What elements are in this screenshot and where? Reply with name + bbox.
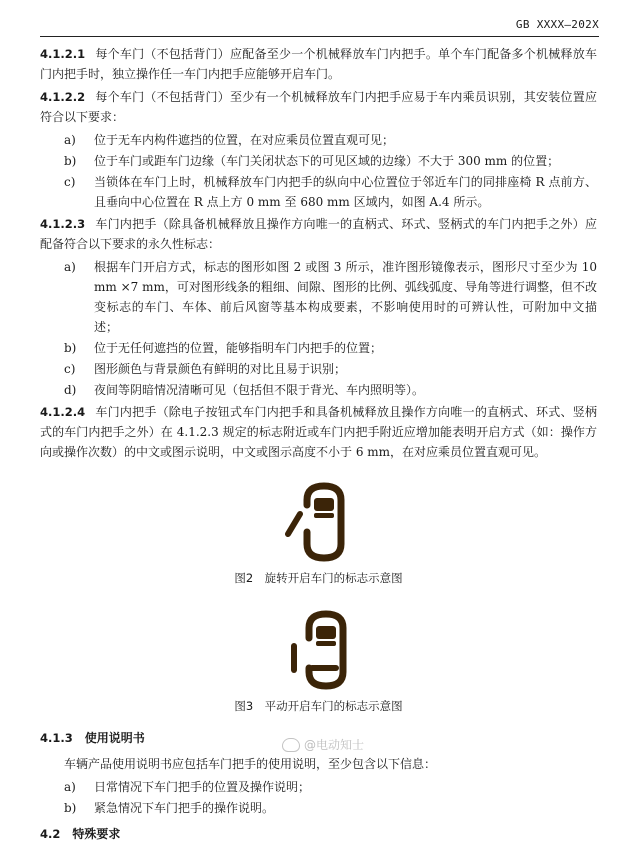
list-item — [40, 359, 597, 379]
list-text: 根据车门开启方式，标志的图形如图 2 或图 3 所示，准许图形镜像表示，图形尺寸至少为 10 mm ×7 mm，可对图形线条的粗细、间隙、图形的比例、弧线弧度、导角等进行调整，但不改变标志的车门、车体、前后风窗等基本构成要素，不影响使用时的可辨认性，可附加中文描述； — [94, 260, 597, 334]
list-label: c) — [64, 175, 76, 189]
section-number: 4.2 — [40, 827, 61, 841]
list-label: a) — [64, 133, 76, 147]
weibo-icon — [282, 738, 300, 752]
clause-number: 4.1.2.1 — [40, 47, 86, 61]
list-label: b) — [64, 801, 77, 815]
list-text: 夜间等阴暗情况清晰可见（包括但不限于背光、车内照明等）。 — [94, 383, 425, 397]
figure-caption: 图2 旋转开启车门的标志示意图 — [234, 571, 403, 585]
section-4-1-3-list — [40, 777, 597, 818]
clause-text: 每个车门（不包括背门）至少有一个机械释放车门内把手应易于车内乘员识别，其安装位置应符合以下要求： — [40, 90, 597, 124]
list-text: 紧急情况下车门把手的操作说明。 — [94, 801, 275, 815]
clause-number: 4.1.2.3 — [40, 217, 86, 231]
list-text: 当锁体在车门上时，机械释放车门内把手的纵向中心位置位于邻近车门的同排座椅 R 点前方、且垂向中心位置在 R 点上方 0 mm 至 680 mm 区域内，如图 A.4 所示。 — [94, 175, 597, 209]
header-rule — [40, 36, 599, 37]
list-text: 位于无车内构件遮挡的位置，在对应乘员位置直观可见； — [94, 133, 395, 147]
list-label: a) — [64, 260, 76, 274]
car-sliding-door-icon — [282, 610, 356, 692]
list-item — [40, 798, 597, 818]
document-body — [40, 44, 597, 850]
list-label: d) — [64, 383, 77, 397]
clause-text: 车门内把手（除电子按钮式车门内把手和具备机械释放且操作方向唯一的直柄式、环式、竖柄式的车门内把手之外）在 4.1.2.3 规定的标志附近或车门内把手附近应增加能表明开启方式（如：操作方向或操作次数）的中文或图示说明，中文或图示高度不小于 6 mm，在对应乘员位置直观可见。 — [40, 405, 597, 459]
section-title: 使用说明书 — [84, 731, 145, 745]
clause-4-1-2-1 — [40, 44, 597, 84]
list-item — [40, 777, 597, 797]
clause-4-1-2-3 — [40, 214, 597, 254]
list-item — [40, 172, 597, 212]
section-4-2-heading — [40, 824, 597, 844]
clause-text: 车门内把手（除具备机械释放且操作方向唯一的直柄式、环式、竖柄式的车门内把手之外）应配备符合以下要求的永久性标志： — [40, 217, 597, 251]
list-label: a) — [64, 780, 76, 794]
figure-3 — [40, 610, 597, 714]
car-swing-door-icon — [284, 482, 354, 564]
section-4-1-3-intro: 车辆产品使用说明书应包括车门把手的使用说明，至少包含以下信息： — [64, 757, 437, 771]
list-item — [40, 130, 597, 150]
list-label: b) — [64, 154, 77, 168]
clause-number: 4.1.2.2 — [40, 90, 86, 104]
watermark — [282, 736, 364, 753]
list-text: 位于无任何遮挡的位置，能够指明车门内把手的位置； — [94, 341, 383, 355]
list-item — [40, 151, 597, 171]
list-text: 图形颜色与背景颜色有鲜明的对比且易于识别； — [94, 362, 347, 376]
list-item — [40, 380, 597, 400]
list-text: 位于车门或距车门边缘（车门关闭状态下的可见区域的边缘）不大于 300 mm 的位置； — [94, 154, 560, 168]
figure-caption: 图3 平动开启车门的标志示意图 — [234, 699, 403, 713]
list-label: b) — [64, 341, 77, 355]
section-title: 特殊要求 — [72, 827, 121, 841]
clause-number: 4.1.2.4 — [40, 405, 86, 419]
section-number: 4.1.3 — [40, 731, 73, 745]
clause-4-1-2-3-list — [40, 257, 597, 400]
list-text: 日常情况下车门把手的位置及操作说明； — [94, 780, 311, 794]
list-label: c) — [64, 362, 76, 376]
list-item — [40, 257, 597, 337]
clause-4-1-2-2 — [40, 87, 597, 127]
list-item — [40, 338, 597, 358]
clause-4-1-2-2-list — [40, 130, 597, 212]
clause-text: 每个车门（不包括背门）应配备至少一个机械释放车门内把手。单个车门配备多个机械释放车门内把手时，独立操作任一车门内把手应能够开启车门。 — [40, 47, 597, 81]
clause-4-1-2-4 — [40, 402, 597, 462]
document-code: GB XXXX—202X — [515, 18, 599, 31]
watermark-text: @电动知士 — [304, 738, 365, 752]
figure-2 — [40, 482, 597, 586]
